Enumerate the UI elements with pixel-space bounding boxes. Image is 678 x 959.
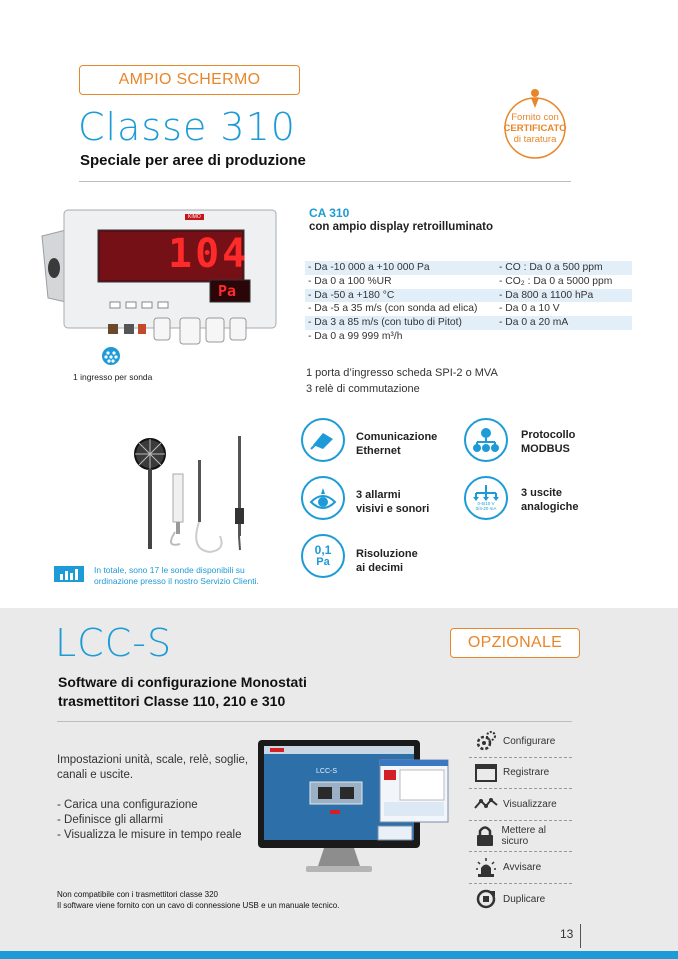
range-row: - Da -5 a 35 m/s (con sonda ad elica) - Da 0 a 10 V (308, 303, 560, 315)
software-bullet: - Visualizza le misure in tempo reale (57, 829, 242, 841)
action-configurare: Configurare (469, 726, 572, 758)
certificate-line3: di taratura (513, 134, 557, 145)
analog-outputs-icon (464, 476, 508, 520)
page-title: Classe 310 (78, 105, 296, 149)
product-code: CA 310 (309, 206, 350, 220)
action-duplicare: Duplicare (469, 884, 572, 916)
probe-connector-icon (101, 346, 121, 366)
feature-ethernet: Comunicazione Ethernet (301, 418, 461, 466)
software-note-line2: Il software viene fornito con un cavo di connessione USB e un manuale tecnico. (57, 900, 340, 910)
action-avvisare: Avvisare (469, 852, 572, 884)
device-brand: KIMO (185, 214, 204, 220)
range-row: - Da 0 a 100 %UR - CO₂ : Da 0 a 5000 ppm (308, 275, 613, 287)
alarm-light-icon (469, 857, 503, 877)
range-row: - Da 0 a 99 999 m³/h (308, 330, 403, 342)
page-number-rule (580, 924, 581, 948)
device-illustration (38, 206, 278, 346)
product-description: con ampio display retroilluminato (309, 221, 494, 233)
software-bullet: - Carica una configurazione (57, 799, 198, 811)
certificate-badge (499, 88, 571, 160)
probes-note-line1: In totale, sono 17 le sonde disponibili su (94, 565, 245, 575)
ethernet-icon (301, 418, 345, 462)
ampio-schermo-badge: AMPIO SCHERMO (79, 65, 300, 95)
software-note-line1: Non compatibile con i trasmettitori classe 320 (57, 890, 218, 899)
software-bullet: - Definisce gli allarmi (57, 814, 164, 826)
page-subtitle: Speciale per aree di produzione (80, 152, 306, 169)
probe-label: 1 ingresso per sonda (73, 372, 153, 382)
duplicate-icon (469, 888, 503, 910)
action-mettere-al-sicuro: Mettere al sicuro (469, 821, 572, 853)
footer-bar (0, 951, 678, 959)
range-row: - Da -50 a +180 °C - Da 800 a 1100 hPa (305, 289, 632, 303)
opzionale-badge: OPZIONALE (450, 628, 580, 658)
analog-icon-text2: 0/4-20 mA (475, 506, 497, 511)
analog-icon-text1: 0-5/10 V (477, 501, 495, 506)
resolution-icon (301, 534, 345, 578)
software-desc-line2: canali e uscite. (57, 769, 134, 781)
modbus-icon (464, 418, 508, 462)
software-title: LCC-S (55, 621, 173, 665)
software-subtitle-line2: trasmettitori Classe 110, 210 e 310 (58, 693, 286, 709)
range-row: - Da -10 000 a +10 000 Pa - CO : Da 0 a 500 ppm (305, 261, 632, 275)
probes-count-icon (54, 565, 84, 583)
feature-analog-outputs: 0-5/10 V 0/4-20 mA 3 uscite analogiche (464, 476, 624, 524)
probes-note-line2: ordinazione presso il nostro Servizio Clienti. (94, 575, 259, 586)
graph-line-icon (469, 797, 503, 811)
ranges-table (305, 261, 632, 344)
action-registrare: Registrare (469, 758, 572, 790)
certificate-line1: Fornito con (511, 112, 559, 123)
resolution-icon-value: 0,1 (314, 543, 332, 557)
device-main-readout: 104 (168, 231, 250, 277)
port-info-line2: 3 relè di commutazione (306, 383, 420, 395)
device-unit-readout: Pa (218, 282, 237, 300)
software-actions-list (469, 726, 572, 915)
page-number: 13 (560, 927, 574, 941)
monitor-screen-label: LCC-S (316, 768, 338, 775)
software-desc-line1: Impostazioni unità, scale, relè, soglie, (57, 754, 249, 766)
save-window-icon (469, 763, 503, 783)
resolution-icon-unit: Pa (316, 556, 330, 568)
action-visualizzare: Visualizzare (469, 789, 572, 821)
alarm-icon (301, 476, 345, 520)
port-info-line1: 1 porta d’ingresso scheda SPI-2 o MVA (306, 367, 498, 379)
lock-icon (469, 825, 501, 847)
monitor-illustration (258, 740, 458, 880)
software-divider (57, 721, 572, 722)
software-subtitle-line1: Software di configurazione Monostati (58, 674, 307, 690)
gears-icon (469, 730, 503, 752)
feature-resolution: 0,1 Pa Risoluzione ai decimi (301, 534, 461, 582)
certificate-line2: CERTIFICATO (503, 123, 567, 134)
range-row: - Da 3 a 85 m/s (con tubo di Pitot) - Da 0 a 20 mA (305, 316, 632, 330)
title-divider (79, 181, 571, 182)
feature-alarms: 3 allarmi visivi e sonori (301, 476, 461, 524)
feature-modbus: Protocollo MODBUS (464, 418, 624, 466)
probes-illustration (130, 432, 260, 562)
